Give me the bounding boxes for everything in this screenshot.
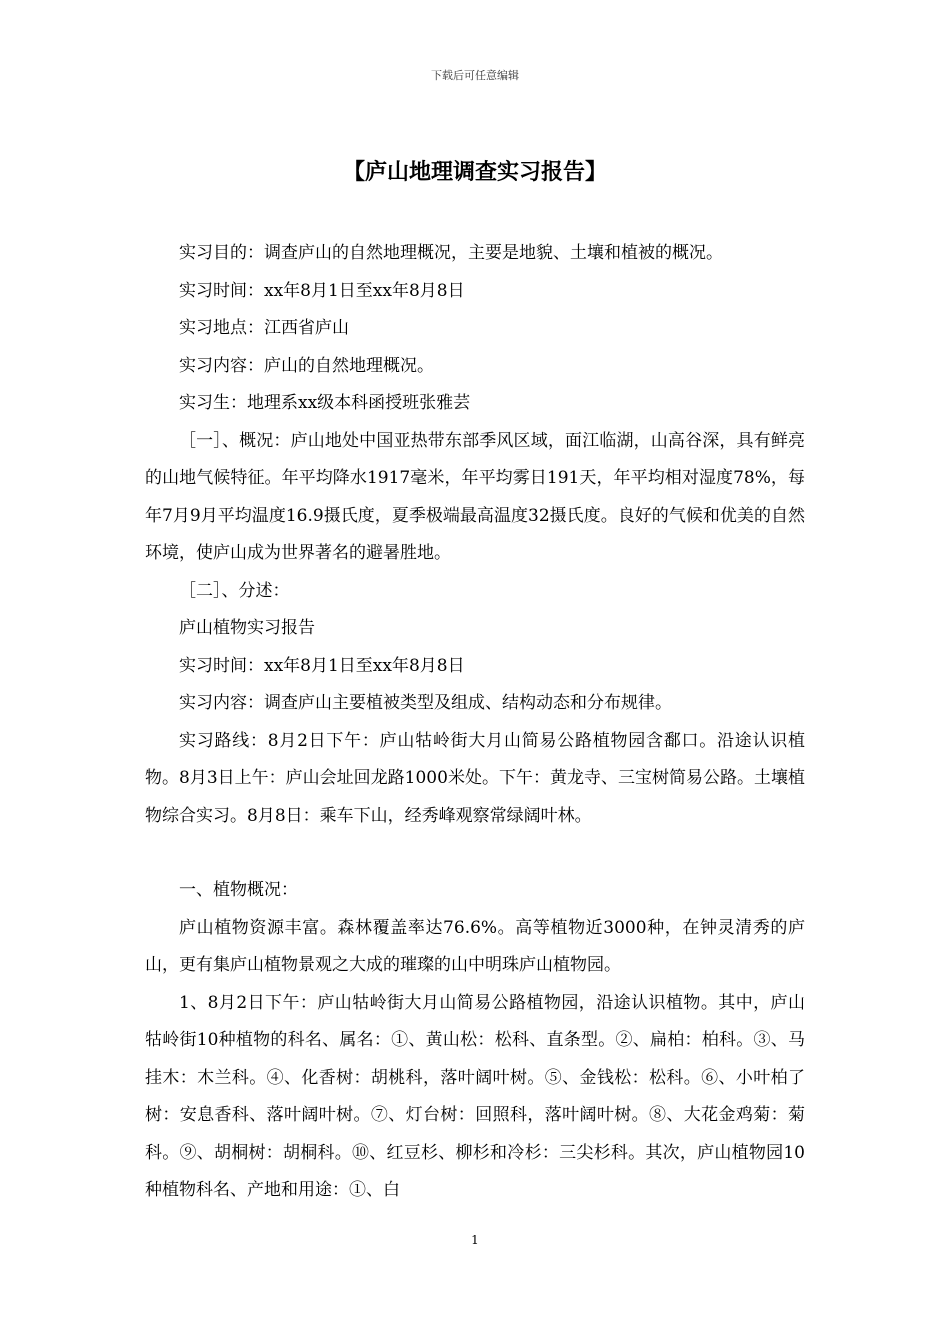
paragraph-plant-content: 实习内容：调查庐山主要植被类型及组成、结构动态和分布规律。 — [179, 693, 672, 713]
paragraph-time: 实习时间：xx年8月1日至xx年8月8日 — [179, 280, 465, 301]
paragraph-plant-report-heading: 庐山植物实习报告 — [179, 618, 315, 638]
paragraph-plant-time: 实习时间：xx年8月1日至xx年8月8日 — [179, 655, 465, 676]
page-number: 1 — [471, 1233, 479, 1247]
paragraph-location: 实习地点：江西省庐山 — [179, 318, 349, 338]
paragraph-content: 实习内容：庐山的自然地理概况。 — [179, 355, 434, 376]
paragraph-student: 实习生：地理系xx级本科函授班张雅芸 — [179, 393, 471, 413]
document-title: 【庐山地理调查实习报告】 — [342, 160, 607, 185]
paragraph-purpose: 实习目的：调查庐山的自然地理概况，主要是地貌、土壤和植被的概况。 — [179, 243, 723, 263]
paragraph-route: 实习路线：8月2日下午：庐山牯岭街大月山简易公路植物园含鄱口。沿途认识植物。8月3日上午：庐山会址回龙路1000米处。下午：黄龙寺、三宝树简易公路。土壤植物综合实习。8月8日：乘车下山，经秀峰观察常绿阔叶林。 — [145, 730, 805, 826]
paragraph-section-two: ［二］、分述： — [179, 580, 290, 601]
paragraph-aug2-plants: 1、8月2日下午：庐山牯岭街大月山简易公路植物园，沿途认识植物。其中，庐山牯岭街10种植物的科名、属名：①、黄山松：松科、直条型。②、扁柏：柏科。③、马挂木：木兰科。④、化香树：胡桃科，落叶阔叶树。⑤、金钱松：松科。⑥、小叶柏了树：安息香科、落叶阔叶树。⑦、灯台树：回照科，落叶阔叶树。⑧、大花金鸡菊：菊科。⑨、胡桐树：胡桐科。⑩、红豆杉、柳杉和冷杉：三尖杉科。其次，庐山植物园10种植物科名、产地和用途：①、白 — [145, 992, 805, 1200]
paragraph-plant-overview-heading: 一、植物概况： — [179, 880, 298, 900]
header-note: 下载后可任意编辑 — [431, 69, 519, 82]
document-body — [145, 235, 805, 1210]
paragraph-plant-resources: 庐山植物资源丰富。森林覆盖率达76.6%。高等植物近3000种，在钟灵清秀的庐山，更有集庐山植物景观之大成的璀璨的山中明珠庐山植物园。 — [145, 917, 805, 975]
paragraph-overview: ［一］、概况：庐山地处中国亚热带东部季风区域，面江临湖，山高谷深，具有鲜亮的山地气候特征。年平均降水1917毫米，年平均雾日191天，年平均相对湿度78%，每年7月9月平均温度16.9摄氏度，夏季极端最高温度32摄氏度。良好的气候和优美的自然环境，使庐山成为世界著名的避暑胜地。 — [145, 430, 805, 563]
